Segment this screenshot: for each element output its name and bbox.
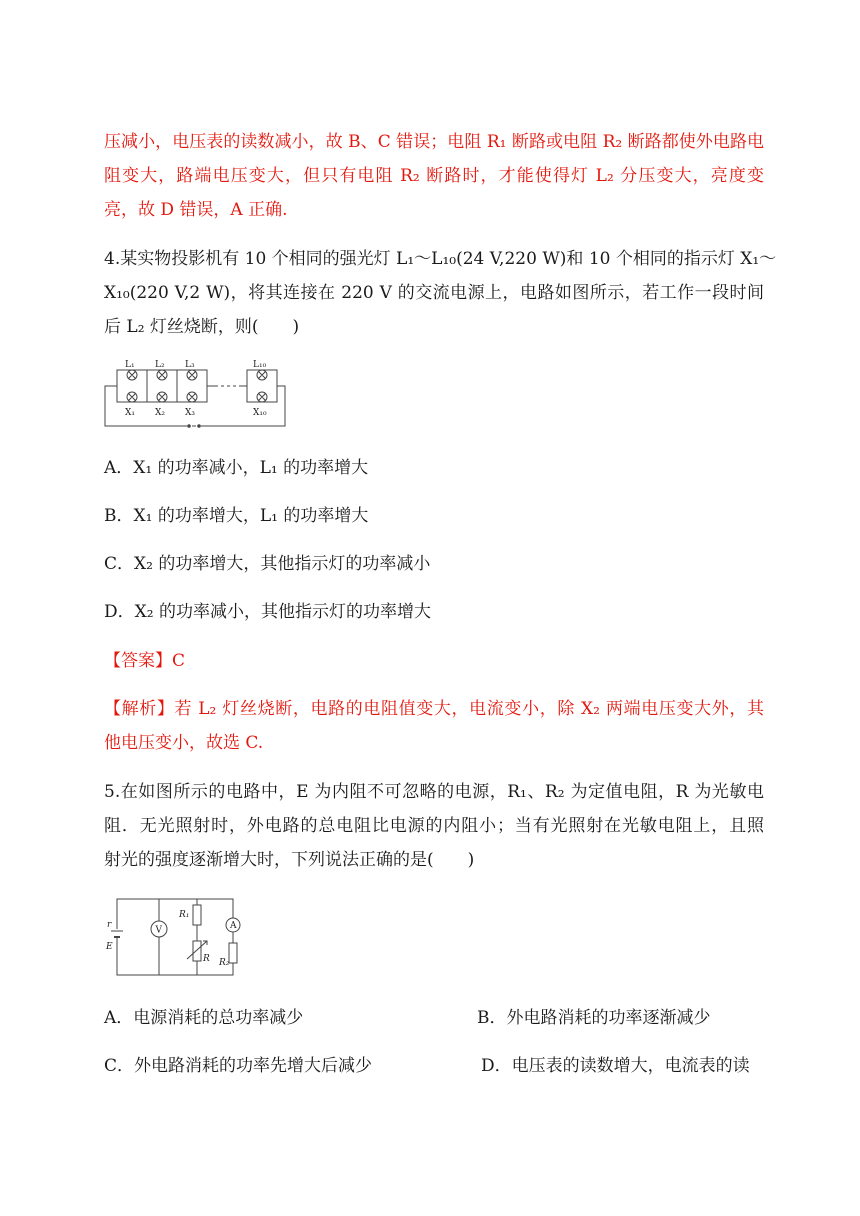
q5-label-V: V [155,925,162,936]
q4-label-X2: X₂ [155,408,166,418]
q4-label-X10: X₁₀ [253,408,267,418]
question-5-line-1: 5.在如图所示的电路中，E 为内阻不可忽略的电源，R₁、R₂ 为定值电阻，R 为光敏电 [104,782,764,802]
q4-answer: 【答案】C [104,651,186,671]
q4-label-X1: X₁ [125,408,136,418]
q5-option-c: C．外电路消耗的功率先增大后减少 [104,1056,373,1076]
q4-label-L2: L₂ [155,360,165,370]
q4-explanation-line-2: 他电压变小，故选 C. [104,733,264,753]
explanation-line-1: 压减小，电压表的读数减小，故 B、C 错误；电阻 R₁ 断路或电阻 R₂ 断路都使外电路电 [104,132,764,152]
q4-option-d: D．X₂ 的功率减小，其他指示灯的功率增大 [104,602,431,622]
q5-label-R: R [203,954,210,964]
q4-option-b: B．X₁ 的功率增大，L₁ 的功率增大 [104,506,369,526]
q5-option-d: D．电压表的读数增大，电流表的读 [481,1056,750,1076]
q4-label-L10: L₁₀ [253,360,267,370]
explanation-line-2: 阻变大，路端电压变大，但只有电阻 R₂ 断路时，才能使得灯 L₂ 分压变大，亮度变 [104,166,764,186]
q4-option-a: A．X₁ 的功率减小，L₁ 的功率增大 [104,458,369,478]
q5-label-R1: R₁ [179,910,190,920]
q5-option-b: B．外电路消耗的功率逐渐减少 [477,1008,711,1028]
q4-explanation-line-1: 【解析】若 L₂ 灯丝烧断，电路的电阻值变大，电流变小，除 X₂ 两端电压变大外，其 [104,699,764,719]
q5-label-A: A [230,921,237,931]
q5-option-a: A．电源消耗的总功率减少 [104,1008,304,1028]
q4-label-L1: L₁ [125,360,135,370]
q4-circuit-diagram [103,356,289,434]
q5-label-r: r [107,920,112,930]
q5-label-E: E [106,942,113,952]
q4-label-X3: X₃ [185,408,196,418]
question-5-line-3: 射光的强度逐渐增大时，下列说法正确的是( ) [104,850,475,870]
question-4-line-1: 4.某实物投影机有 10 个相同的强光灯 L₁～L₁₀(24 V,220 W)和 10 个相同的指示灯 X₁～ [104,249,777,269]
question-4-line-2: X₁₀(220 V,2 W)，将其连接在 220 V 的交流电源上，电路如图所示，若工作一段时间 [104,283,764,303]
explanation-line-3: 亮，故 D 错误，A 正确. [104,200,288,220]
q4-option-c: C．X₂ 的功率增大，其他指示灯的功率减小 [104,554,431,574]
question-5-line-2: 阻．无光照射时，外电路的总电阻比电源的内阻小；当有光照射在光敏电阻上，且照 [104,816,764,836]
question-4-line-3: 后 L₂ 灯丝烧断，则( ) [104,317,300,337]
q4-label-L3: L₃ [185,360,195,370]
q5-circuit-diagram [103,893,253,979]
q5-label-R2: R₂ [219,958,230,968]
